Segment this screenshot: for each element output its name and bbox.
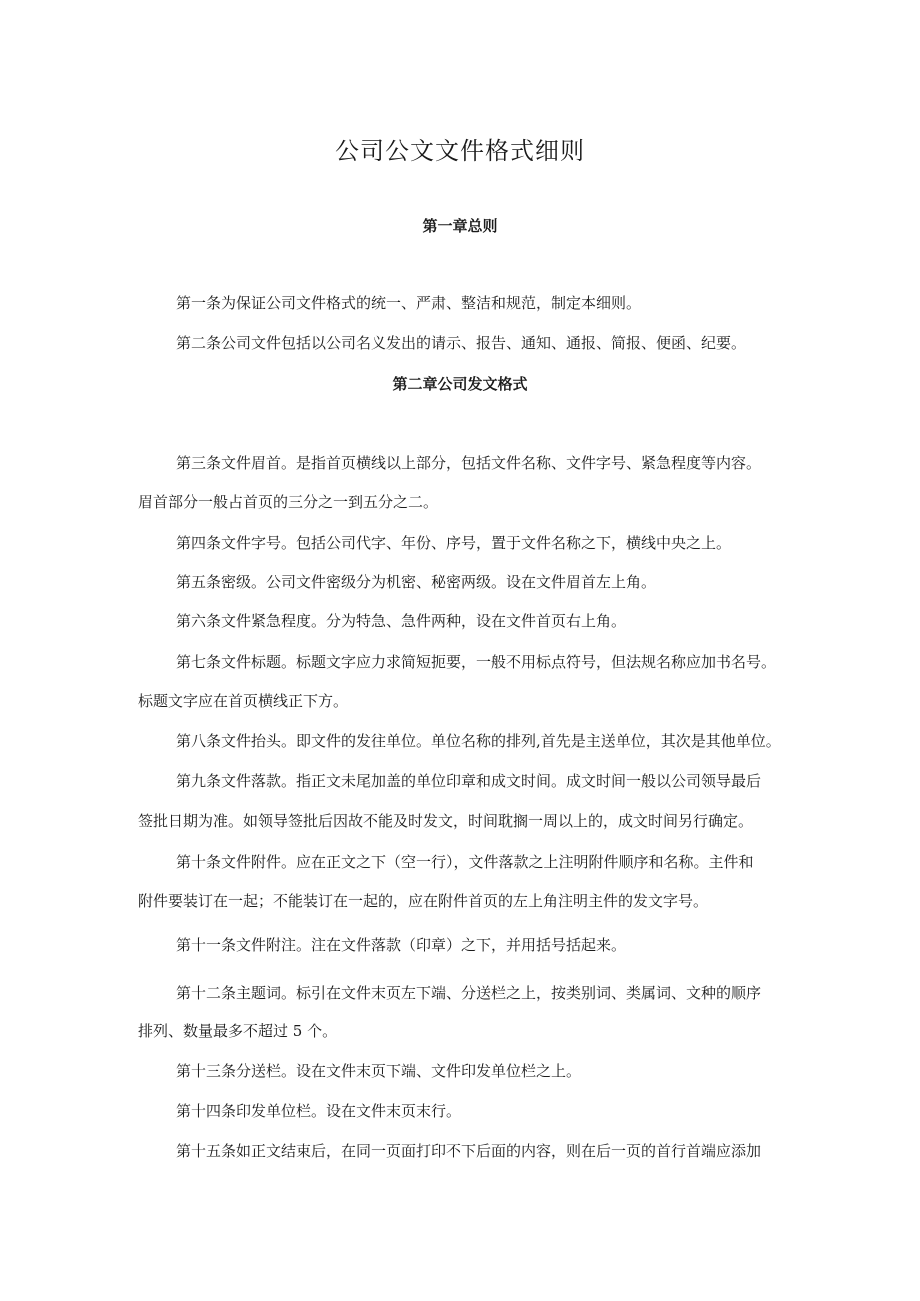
article-6: 第六条文件紧急程度。分为特急、急件两种，设在文件首页右上角。 — [176, 612, 627, 630]
article-8: 第八条文件抬头。即文件的发往单位。单位名称的排列,首先是主送单位，其次是其他单位。 — [176, 732, 781, 750]
chapter-1-heading: 第一章总则 — [422, 217, 498, 235]
article-12-line-1: 第十二条主题词。标引在文件末页左下端、分送栏之上，按类别词、类属词、文种的顺序 — [176, 984, 762, 1002]
article-12-line-2: 排列、数量最多不超过 5 个。 — [138, 1022, 338, 1040]
article-9-line-1: 第九条文件落款。指正文未尾加盖的单位印章和成文时间。成文时间一般以公司领导最后 — [176, 772, 762, 790]
article-13: 第十三条分送栏。设在文件末页下端、文件印发单位栏之上。 — [176, 1062, 582, 1080]
article-15-line-1: 第十五条如正文结束后，在同一页面打印不下后面的内容，则在后一页的首行首端应添加 — [176, 1142, 762, 1160]
article-1: 第一条为保证公司文件格式的统一、严肃、整洁和规范，制定本细则。 — [176, 294, 642, 312]
article-5: 第五条密级。公司文件密级分为机密、秘密两级。设在文件眉首左上角。 — [176, 573, 657, 591]
article-14: 第十四条印发单位栏。设在文件末页末行。 — [176, 1102, 462, 1120]
article-10-line-2: 附件要装订在一起；不能装订在一起的，应在附件首页的左上角注明主件的发文字号。 — [138, 892, 709, 910]
article-10-line-1: 第十条文件附件。应在正文之下（空一行），文件落款之上注明附件顺序和名称。主件和 — [176, 853, 754, 871]
article-3-line-1: 第三条文件眉首。是指首页横线以上部分，包括文件名称、文件字号、紧急程度等内容。 — [176, 454, 762, 472]
article-7-line-2: 标题文字应在首页横线正下方。 — [138, 692, 349, 710]
article-2: 第二条公司文件包括以公司名义发出的请示、报告、通知、通报、简报、便函、纪要。 — [176, 334, 747, 352]
article-11: 第十一条文件附注。注在文件落款（印章）之下，并用括号括起来。 — [176, 936, 627, 954]
article-4: 第四条文件字号。包括公司代字、年份、序号，置于文件名称之下，横线中央之上。 — [176, 534, 732, 552]
chapter-2-heading: 第二章公司发文格式 — [392, 375, 528, 393]
document-title: 公司公文文件格式细则 — [335, 137, 585, 165]
article-9-line-2: 签批日期为准。如领导签批后因故不能及时发文，时间耽搁一周以上的，成文时间另行确定。 — [138, 812, 754, 830]
article-3-line-2: 眉首部分一般占首页的三分之一到五分之二。 — [138, 493, 439, 511]
article-7-line-1: 第七条文件标题。标题文字应力求简短扼要，一般不用标点符号，但法规名称应加书名号。 — [176, 653, 777, 671]
